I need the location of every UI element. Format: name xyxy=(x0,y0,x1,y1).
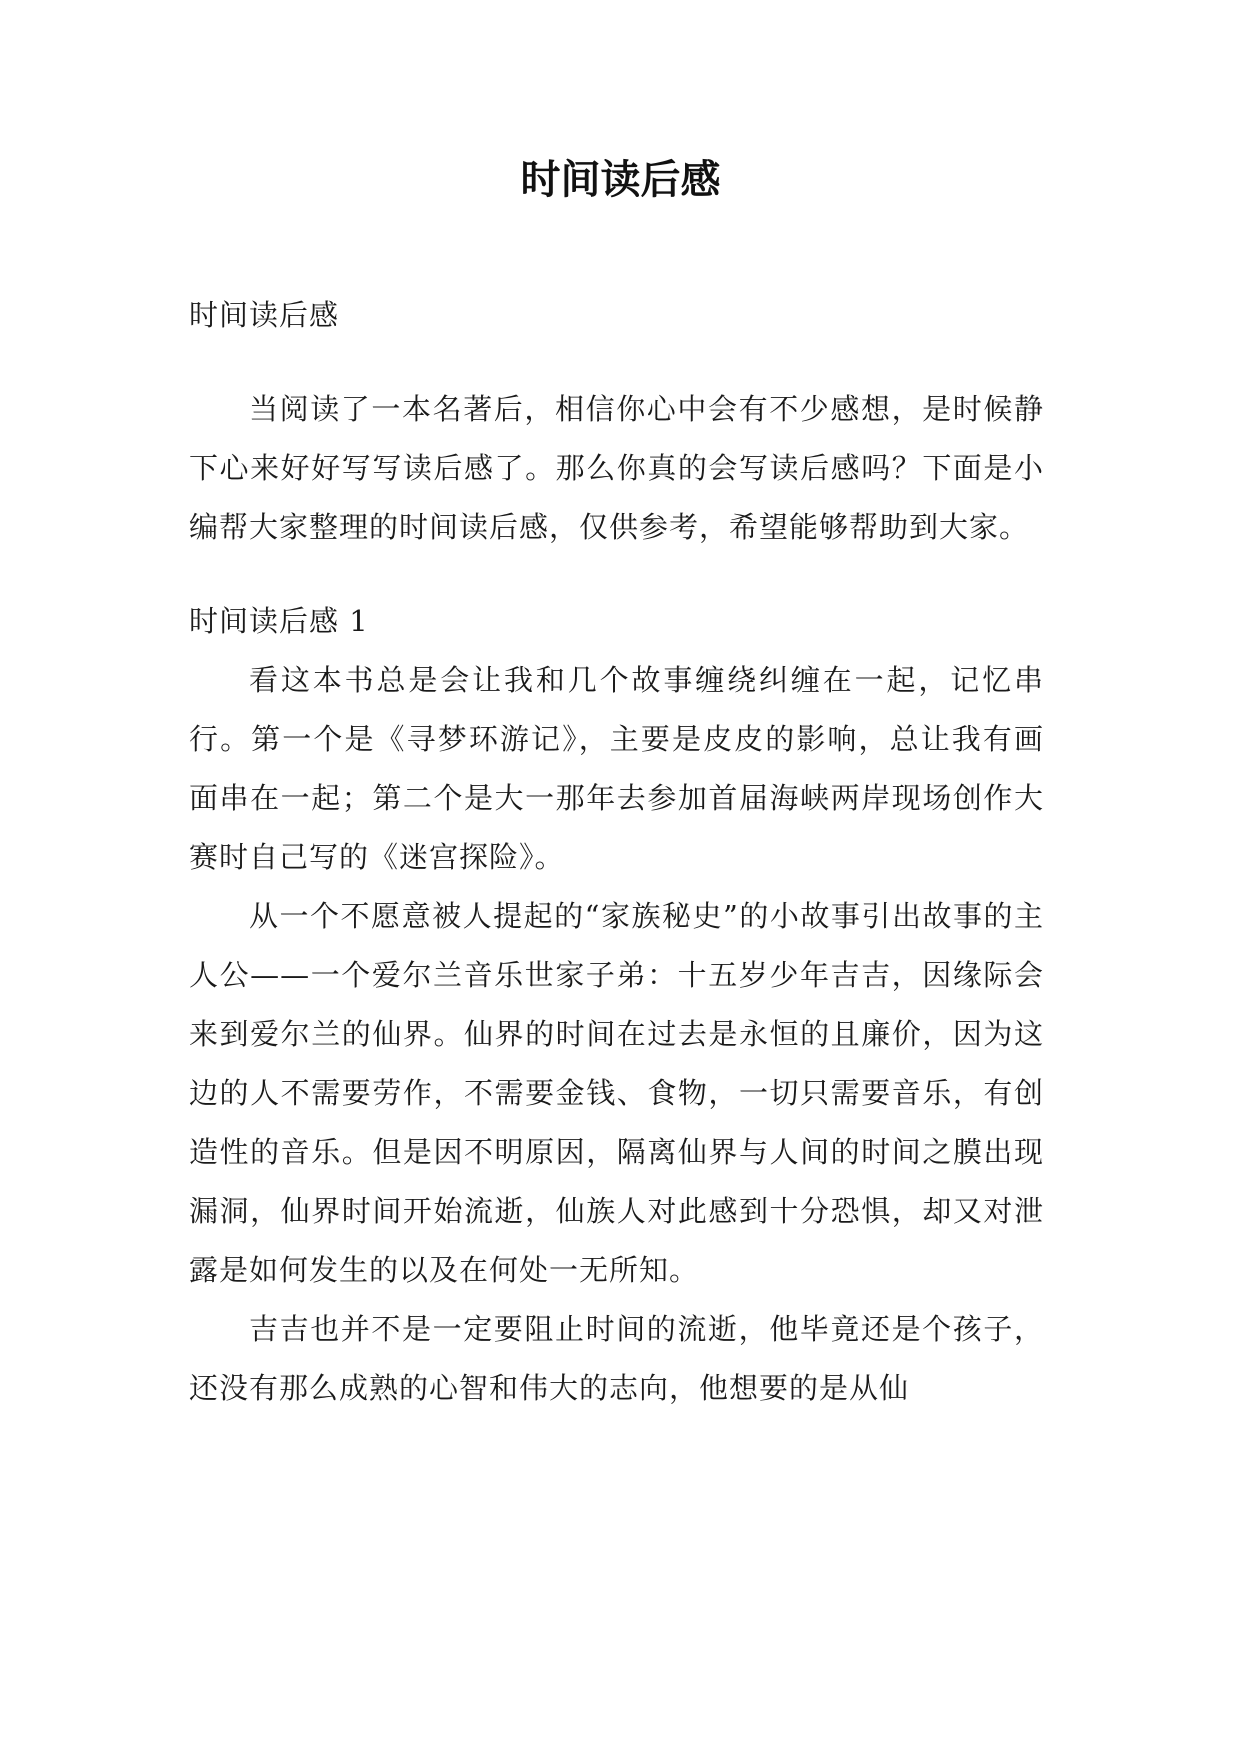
intro-paragraph: 当阅读了一本名著后，相信你心中会有不少感想，是时候静下心来好好写写读后感了。那么你真的会写读后感吗？下面是小编帮大家整理的时间读后感，仅供参考，希望能够帮助到大家。 xyxy=(189,392,1044,544)
document-body xyxy=(189,286,1044,1418)
body-paragraph-1: 看这本书总是会让我和几个故事缠绕纠缠在一起，记忆串行。第一个是《寻梦环游记》，主要是皮皮的影响，总让我有画面串在一起；第二个是大一那年去参加首届海峡两岸现场创作大赛时自己写的《迷宫探险》。 xyxy=(189,663,1044,874)
document-subtitle: 时间读后感 xyxy=(189,298,340,332)
section-heading: 时间读后感 1 xyxy=(189,604,369,638)
document-title: 时间读后感 xyxy=(520,157,721,203)
body-paragraph-2: 从一个不愿意被人提起的“家族秘史”的小故事引出故事的主人公——一个爱尔兰音乐世家子弟：十五岁少年吉吉，因缘际会来到爱尔兰的仙界。仙界的时间在过去是永恒的且廉价，因为这边的人不需要劳作，不需要金钱、食物，一切只需要音乐，有创造性的音乐。但是因不明原因，隔离仙界与人间的时间之膜出现漏洞，仙界时间开始流逝，仙族人对此感到十分恐惧，却又对泄露是如何发生的以及在何处一无所知。 xyxy=(189,899,1044,1287)
body-paragraph-3: 吉吉也并不是一定要阻止时间的流逝，他毕竟还是个孩子，还没有那么成熟的心智和伟大的志向，他想要的是从仙 xyxy=(189,1312,1044,1405)
